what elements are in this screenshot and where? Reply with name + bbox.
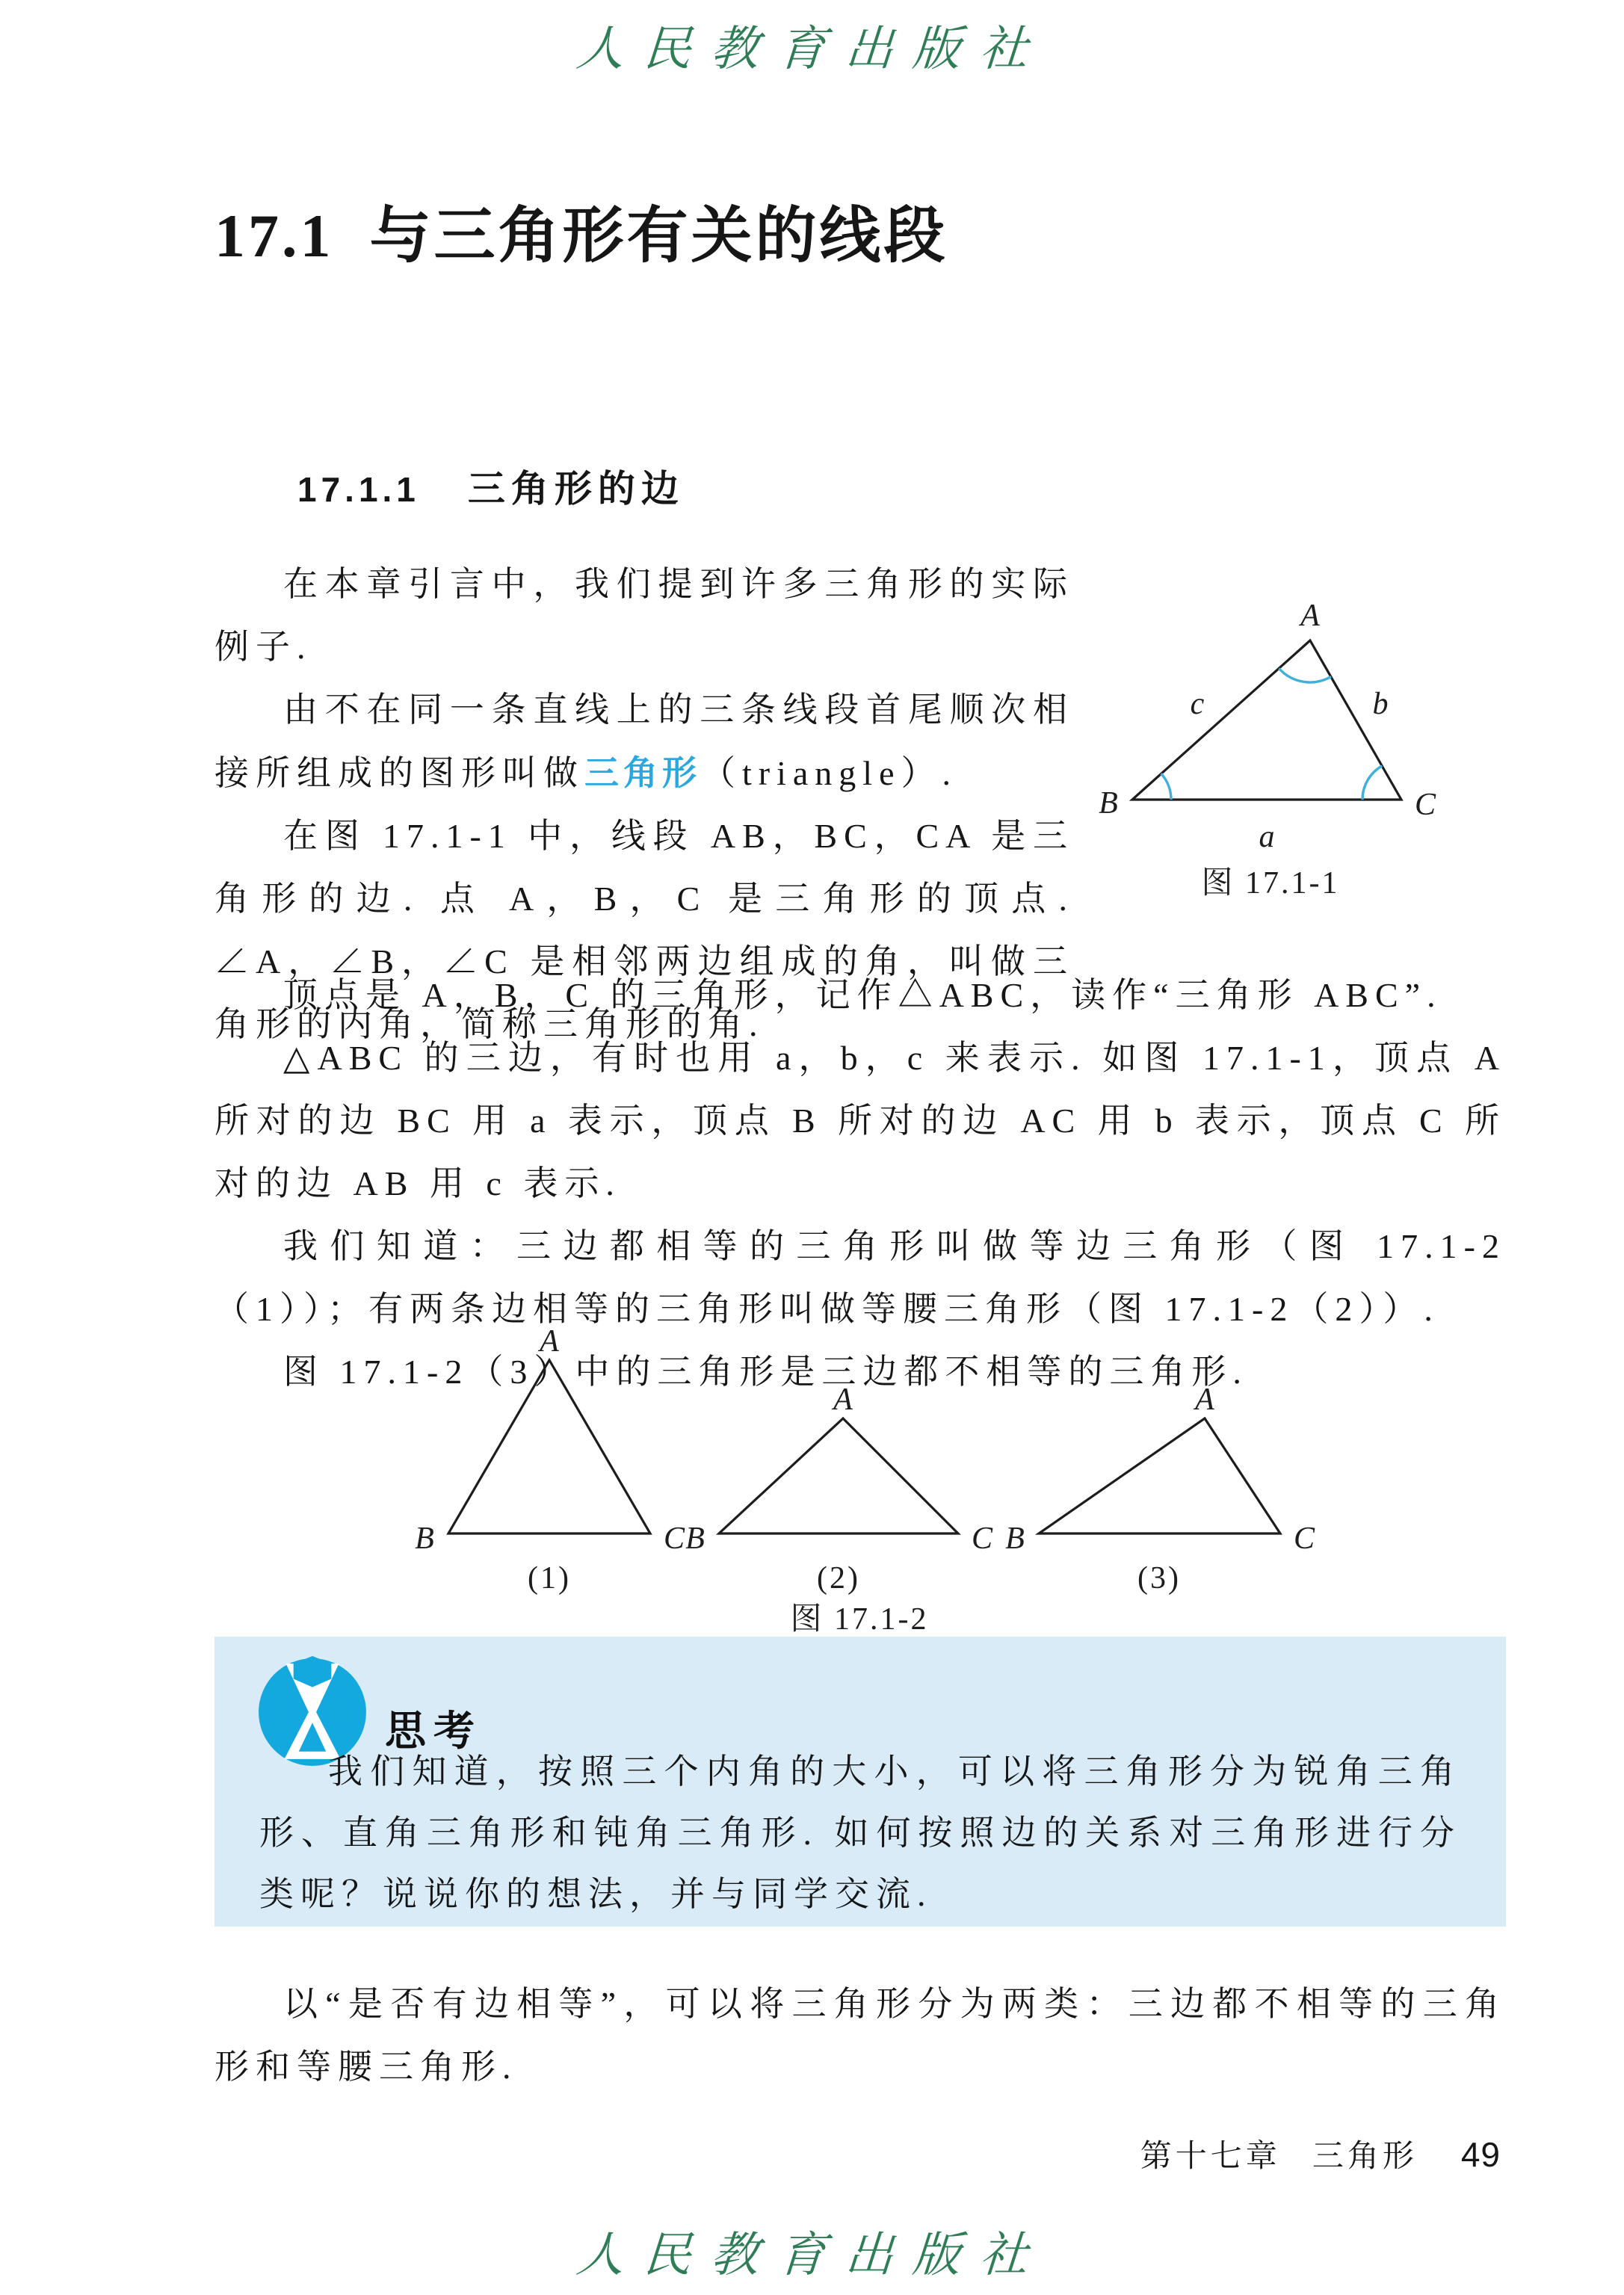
- triangle-3-vertex-c: C: [1293, 1522, 1315, 1556]
- triangle-2-outline: [719, 1418, 958, 1533]
- section-title: 三角形的边: [467, 468, 685, 510]
- figure-2-caption: 图 17.1-2: [790, 1602, 929, 1637]
- think-box-paragraph: 我们知道，按照三个内角的大小，可以将三角形分为锐角三角形、直角三角形和钝角三角形. 如何按照边的关系对三角形进行分类呢？说说你的想法，并与同学交流.: [259, 1752, 1461, 1913]
- angle-arc-c: [1362, 766, 1382, 800]
- paragraph-definition: [214, 679, 1074, 805]
- think-box-body: [259, 1741, 1461, 1925]
- footer-chapter: 第十七章: [1140, 2140, 1281, 2174]
- paragraph-sides: △ABC 的三边，有时也用 a，b，c 来表示. 如图 17.1-1，顶点 A 所对的边 BC 用 a 表示，顶点 B 所对的边 AC 用 b 表示，顶点 C 所对的边 AB 用 c 表示.: [214, 1039, 1506, 1202]
- vertex-label-c: C: [1414, 788, 1436, 822]
- publisher-logo-bottom: 人民教育出版社: [574, 2228, 1049, 2282]
- triangle-2-vertex-b: B: [685, 1522, 705, 1556]
- triangle-2-vertex-a: A: [833, 1383, 853, 1417]
- section-number: 17.1.1: [297, 470, 420, 509]
- title-number: 17.1: [214, 202, 334, 270]
- paragraph-intro: 在本章引言中，我们提到许多三角形的实际例子.: [214, 565, 1074, 666]
- figure-1-caption: 图 17.1-1: [1201, 866, 1340, 901]
- section-heading: [297, 459, 685, 513]
- triangle-2-label: (2): [817, 1561, 860, 1596]
- angle-arc-b: [1161, 773, 1171, 800]
- triangle-3-label: (3): [1137, 1561, 1181, 1596]
- side-label-c: c: [1190, 687, 1205, 721]
- closing-paragraph-wrap: [214, 1973, 1506, 2098]
- closing-paragraph: 以“是否有边相等”，可以将三角形分为两类：三边都不相等的三角形和等腰三角形.: [214, 1985, 1506, 2086]
- page-footer: [1140, 2131, 1501, 2176]
- term-triangle: 三角形: [584, 753, 701, 792]
- vertex-label-b: B: [1099, 786, 1118, 821]
- title-text: 与三角形有关的线段: [369, 202, 948, 270]
- triangle-1-vertex-b: B: [415, 1522, 434, 1556]
- triangle-3-vertex-b: B: [1005, 1522, 1025, 1556]
- paragraph-scalene: 图 17.1-2（3）中的三角形是三边都不相等的三角形.: [283, 1353, 1248, 1391]
- triangle-1-vertex-c: C: [663, 1522, 685, 1556]
- think-box-title: 思考: [385, 1708, 483, 1754]
- triangle-abc-outline: [1132, 640, 1401, 800]
- think-box: [214, 1637, 1506, 1927]
- vertex-label-a: A: [1300, 599, 1320, 633]
- figure-17-1-2: [336, 1330, 1383, 1644]
- figure-17-1-1: [1087, 594, 1510, 901]
- definition-after: （triangle）.: [701, 754, 957, 792]
- side-label-a: a: [1259, 820, 1275, 854]
- footer-chapter-title: 三角形: [1312, 2140, 1418, 2174]
- definition-before: 由不在同一条直线上的三条线段首尾顺次相接所组成的图形叫做: [214, 691, 1074, 792]
- triangle-3-vertex-a: A: [1195, 1383, 1214, 1417]
- paragraph-figure-ref: 在图 17.1-1 中，线段 AB，BC，CA 是三角形的边. 点 A，B，C 是三角形的顶点. ∠A，∠B，∠C 是相邻两边组成的角，叫做三角形的内角，简称三角形的角.: [214, 817, 1074, 1043]
- paragraph-classification: 我们知道：三边都相等的三角形叫做等边三角形（图 17.1-2（1））；有两条边相等的三角形叫做等腰三角形（图 17.1-2（2））.: [214, 1227, 1506, 1328]
- triangle-1-vertex-a: A: [540, 1330, 559, 1359]
- triangle-1-label: (1): [528, 1561, 571, 1596]
- triangle-1-outline: [448, 1360, 650, 1533]
- page-title: [214, 187, 948, 274]
- side-label-b: b: [1372, 687, 1389, 721]
- triangle-3-outline: [1039, 1418, 1280, 1533]
- footer-page-number: 49: [1460, 2135, 1501, 2174]
- publisher-logo-top: 人民教育出版社: [574, 22, 1049, 75]
- angle-arc-a: [1279, 669, 1331, 683]
- triangle-2-vertex-c: C: [971, 1522, 993, 1556]
- paragraph-notation: 顶点是 A，B，C 的三角形，记作△ABC，读作“三角形 ABC”.: [283, 976, 1442, 1014]
